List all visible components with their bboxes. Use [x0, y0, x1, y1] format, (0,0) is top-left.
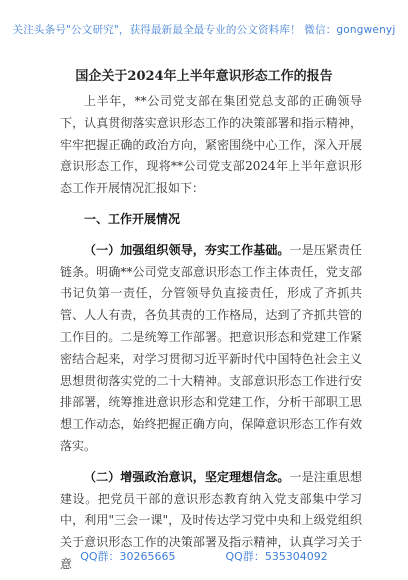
section-heading: 一、工作开展情况 — [84, 211, 181, 226]
subsection-2-text: 一是注重思想建设。把党员干部的意识形态教育纳入党支部集中学习中，利用"三会一课"，及时传达学习党中央和上级党组织关于意识形态工作的决策部署及指示精神，认真学习关于意 — [60, 469, 362, 571]
promo-banner-text: 关注头条号"公文研究"，获得最新最全最专业的公文资料库！ 微信：gongwenyj — [12, 23, 396, 36]
document-title: 国企关于2024年上半年意识形态工作的报告 — [75, 69, 333, 84]
footer-contacts — [0, 548, 408, 572]
document-body — [60, 91, 362, 576]
subsection-2-heading: （二）增强政治意识，坚定理想信念。 — [84, 469, 290, 484]
promo-banner — [0, 0, 408, 58]
subsection-1-text: 一是压紧责任链条。明确**公司党支部意识形态工作主体责任，党支部书记负第一责任，分管领导负直接责任，形成了齐抓共管、人人有责，各负其责的工作格局，达到了齐抓共管的工作目的。二是统筹工作部署。把意识形态和党建工作紧密结合起来，对学习贯彻习近平新时代中国特色社会主义思想贯彻落实党的二十大精神。支部意识形态工作进行安排部署，统筹推进意识形态和党建工作，分析干部职工思想工作动态，始终把握正确方向，保障意识形态工作有效落实。 — [60, 242, 362, 453]
intro-paragraph: 上半年，**公司党支部在集团党总支部的正确领导下，认真贯彻落实意识形态工作的决策部署和指示精神，牢牢把握正确的政治方向，紧密围绕中心工作，深入开展意识形态工作，现将**公司党支部2024年上半年意识形态工作开展情况汇报如下： — [60, 94, 362, 196]
footer-qq-group-1: QQ群：30265665 — [80, 550, 176, 563]
subsection-1-paragraph — [60, 240, 362, 458]
footer-qq-group-2: QQ群：535304092 — [225, 550, 328, 563]
subsection-1-heading: （一）加强组织领导，夯实工作基础。 — [84, 242, 290, 257]
